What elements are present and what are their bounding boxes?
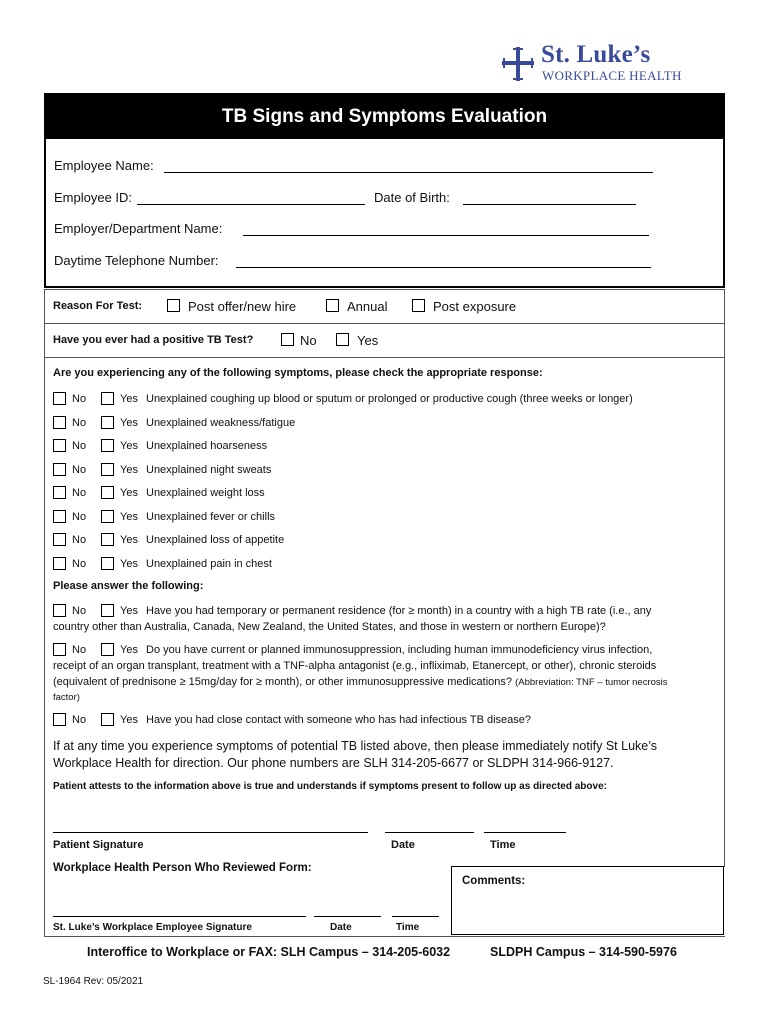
positive-test-no-label: No (300, 333, 317, 348)
symptom-yes-checkbox[interactable] (101, 463, 114, 476)
symptom-yes-label: Yes (120, 440, 138, 452)
employer-label: Employer/Department Name: (54, 221, 223, 236)
positive-test-yes-checkbox[interactable] (336, 333, 349, 346)
q1-no-label: No (72, 605, 87, 617)
reason-label: Reason For Test: (53, 300, 143, 312)
symptom-text: Unexplained weakness/fatigue (146, 417, 296, 429)
symptom-yes-label: Yes (120, 487, 138, 499)
symptom-no-label: No (72, 393, 87, 405)
comments-box[interactable] (451, 866, 724, 935)
reviewer-date-line[interactable] (314, 916, 381, 917)
q3-yes-checkbox[interactable] (101, 713, 114, 726)
q2-yes-checkbox[interactable] (101, 643, 114, 656)
reason-annual-checkbox[interactable] (326, 299, 339, 312)
symptom-text: Unexplained loss of appetite (146, 534, 285, 546)
q2-text-line4: factor) (53, 692, 80, 703)
employee-id-label: Employee ID: (54, 190, 133, 205)
symptom-no-checkbox[interactable] (53, 510, 66, 523)
patient-date-label: Date (391, 839, 415, 851)
q1-yes-label: Yes (120, 605, 138, 617)
symptom-no-checkbox[interactable] (53, 463, 66, 476)
employee-signature-line[interactable] (53, 916, 306, 917)
q3-yes-label: Yes (120, 714, 138, 726)
following-heading: Please answer the following: (53, 580, 204, 592)
phone-field[interactable] (236, 267, 651, 268)
q2-no-label: No (72, 644, 87, 656)
symptom-text: Unexplained pain in chest (146, 558, 272, 570)
reviewer-time-line[interactable] (392, 916, 439, 917)
logo-subtitle: WORKPLACE HEALTH (542, 68, 682, 83)
symptom-no-label: No (72, 464, 87, 476)
symptom-yes-label: Yes (120, 393, 138, 405)
q2-text-line3 (53, 676, 668, 688)
symptom-text: Unexplained coughing up blood or sputum or prolonged or productive cough (three weeks or longer) (146, 393, 633, 405)
reason-option-annual: Annual (347, 299, 388, 314)
q3-text: Have you had close contact with someone who has had infectious TB disease? (146, 714, 532, 726)
reason-post-offer-checkbox[interactable] (167, 299, 180, 312)
positive-test-no-checkbox[interactable] (281, 333, 294, 346)
symptom-text: Unexplained fever or chills (146, 511, 276, 523)
positive-test-yes-label: Yes (357, 333, 379, 348)
symptom-no-label: No (72, 417, 87, 429)
reason-option-post-offer: Post offer/new hire (188, 299, 297, 314)
symptom-yes-label: Yes (120, 558, 138, 570)
attest-text: Patient attests to the information above is true and understands if symptoms present to follow up as directed above: (53, 781, 607, 792)
symptom-no-label: No (72, 534, 87, 546)
reviewer-heading: Workplace Health Person Who Reviewed Form: (53, 862, 312, 874)
employee-name-field[interactable] (164, 172, 653, 173)
symptom-no-label: No (72, 440, 87, 452)
symptom-yes-checkbox[interactable] (101, 486, 114, 499)
cross-icon (501, 46, 535, 82)
q2-abbreviation: (Abbreviation: TNF – tumor necrosis (515, 677, 668, 688)
employee-name-label: Employee Name: (54, 158, 154, 173)
q2-text-line1: Do you have current or planned immunosuppression, including human immunodeficiency virus infection, (146, 644, 653, 656)
symptom-yes-label: Yes (120, 534, 138, 546)
symptom-yes-checkbox[interactable] (101, 416, 114, 429)
symptom-yes-checkbox[interactable] (101, 557, 114, 570)
form-footer: SL-1964 Rev: 05/2021 (43, 976, 144, 987)
page-title: TB Signs and Symptoms Evaluation (46, 95, 723, 139)
symptom-text: Unexplained weight loss (146, 487, 265, 499)
reason-option-post-exposure: Post exposure (433, 299, 517, 314)
patient-signature-line[interactable] (53, 832, 368, 833)
q1-text-line2: country other than Australia, Canada, New Zealand, the United States, and those in western or northern Europe)? (53, 621, 606, 633)
symptom-text: Unexplained night sweats (146, 464, 272, 476)
q2-text-line2: receipt of an organ transplant, treatment with a TNF-alpha antagonist (e.g., infliximab, Etanercept, or other), chronic steroids (53, 660, 657, 672)
reason-post-exposure-checkbox[interactable] (412, 299, 425, 312)
symptom-yes-label: Yes (120, 511, 138, 523)
fax-sldph: SLDPH Campus – 314-590-5976 (490, 945, 677, 959)
fax-line: Interoffice to Workplace or FAX: SLH Campus – 314-205-6032 (87, 945, 451, 959)
notice-line2: Workplace Health for direction. Our phone numbers are SLH 314-205-6677 or SLDPH 314-966-9127. (53, 756, 614, 770)
q1-text-line1: Have you had temporary or permanent residence (for ≥ month) in a country with a high TB rate (i.e., any (146, 605, 652, 617)
dob-label: Date of Birth: (374, 190, 450, 205)
symptom-no-checkbox[interactable] (53, 416, 66, 429)
symptom-no-checkbox[interactable] (53, 486, 66, 499)
q3-no-checkbox[interactable] (53, 713, 66, 726)
q2-no-checkbox[interactable] (53, 643, 66, 656)
patient-time-label: Time (490, 839, 516, 851)
reviewer-date-label: Date (330, 922, 352, 933)
employer-field[interactable] (243, 235, 649, 236)
employee-signature-label: St. Luke’s Workplace Employee Signature (53, 922, 252, 933)
symptom-yes-checkbox[interactable] (101, 510, 114, 523)
patient-signature-label: Patient Signature (53, 839, 144, 851)
q2-yes-label: Yes (120, 644, 138, 656)
symptom-yes-checkbox[interactable] (101, 392, 114, 405)
patient-time-line[interactable] (484, 832, 566, 833)
q1-no-checkbox[interactable] (53, 604, 66, 617)
symptom-no-checkbox[interactable] (53, 533, 66, 546)
symptom-no-checkbox[interactable] (53, 557, 66, 570)
symptoms-heading: Are you experiencing any of the following symptoms, please check the appropriate response: (53, 367, 543, 379)
symptom-yes-label: Yes (120, 464, 138, 476)
patient-date-line[interactable] (385, 832, 474, 833)
symptom-text: Unexplained hoarseness (146, 440, 268, 452)
symptom-no-checkbox[interactable] (53, 439, 66, 452)
comments-label: Comments: (462, 875, 526, 887)
q2-text-line3-main: (equivalent of prednisone ≥ 15mg/day for ≥ month), or other immunosuppressive medications? (53, 676, 513, 688)
symptom-no-label: No (72, 487, 87, 499)
logo (501, 41, 691, 84)
phone-label: Daytime Telephone Number: (54, 253, 219, 268)
symptom-no-label: No (72, 511, 87, 523)
q1-yes-checkbox[interactable] (101, 604, 114, 617)
q3-no-label: No (72, 714, 87, 726)
symptom-yes-checkbox[interactable] (101, 439, 114, 452)
reviewer-time-label: Time (396, 922, 420, 933)
symptom-yes-checkbox[interactable] (101, 533, 114, 546)
dob-field[interactable] (463, 204, 636, 205)
symptom-yes-label: Yes (120, 417, 138, 429)
positive-test-question: Have you ever had a positive TB Test? (53, 334, 254, 346)
employee-id-field[interactable] (137, 204, 365, 205)
symptom-no-label: No (72, 558, 87, 570)
notice-line1: If at any time you experience symptoms of potential TB listed above, then please immediately notify St Luke’s (53, 739, 658, 753)
logo-name: St. Luke’s (541, 41, 651, 68)
symptom-no-checkbox[interactable] (53, 392, 66, 405)
